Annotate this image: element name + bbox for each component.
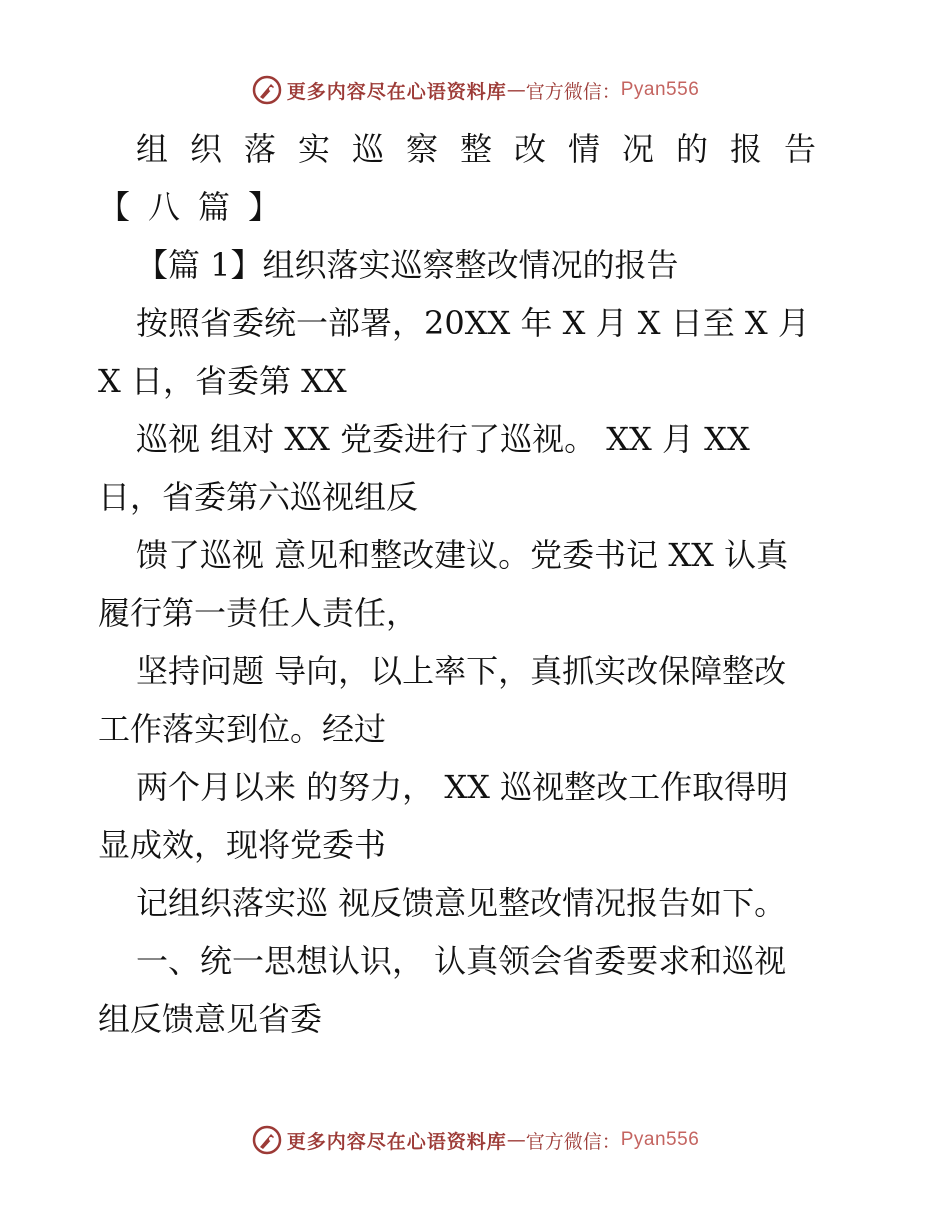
watermark-banner-bottom	[0, 1120, 950, 1160]
paragraph-line: 工作落实到位。经过	[98, 710, 387, 748]
document-title: 组织落实巡察整改情况的报告	[136, 130, 839, 168]
paragraph-line: 按照省委统一部署，20XX 年 X 月 X 日至 X 月	[136, 304, 810, 342]
pen-nib-logo-icon	[251, 1124, 283, 1156]
watermark-wechat-id: Pyan556	[620, 1129, 700, 1150]
paragraph-line: 一、统一思想认识， 认真领会省委要求和巡视	[136, 942, 787, 980]
document-subtitle: 【八篇】	[98, 188, 299, 226]
paragraph-line: 巡视 组对 XX 党委进行了巡视。 XX 月 XX	[136, 420, 750, 458]
paragraph-line: X 日，省委第 XX	[98, 362, 347, 400]
watermark-main-text: 更多内容尽在心语资料库	[286, 80, 507, 103]
paragraph-line: 履行第一责任人责任，	[98, 594, 419, 632]
watermark-wechat-label: 官方微信：	[525, 1130, 621, 1153]
watermark-separator: —	[506, 79, 526, 101]
paragraph-line: 记组织落实巡 视反馈意见整改情况报告如下。	[136, 884, 787, 922]
section-heading: 【篇 1】组织落实巡察整改情况的报告	[136, 246, 679, 284]
pen-nib-logo-icon	[251, 74, 283, 106]
document-body	[98, 120, 858, 1048]
paragraph-line: 坚持问题 导向，以上率下，真抓实改保障整改	[136, 652, 787, 690]
paragraph-line: 组反馈意见省委	[98, 1000, 323, 1038]
watermark-wechat-label: 官方微信：	[525, 80, 621, 103]
paragraph-line: 两个月以来 的努力， XX 巡视整改工作取得明	[136, 768, 789, 806]
paragraph-line: 日，省委第六巡视组反	[98, 478, 419, 516]
watermark-banner-top	[0, 70, 950, 110]
watermark-main-text: 更多内容尽在心语资料库	[286, 1130, 507, 1153]
watermark-wechat-id: Pyan556	[620, 79, 700, 100]
paragraph-line: 馈了巡视 意见和整改建议。党委书记 XX 认真	[136, 536, 789, 574]
watermark-separator: —	[506, 1129, 526, 1151]
paragraph-line: 显成效，现将党委书	[98, 826, 387, 864]
